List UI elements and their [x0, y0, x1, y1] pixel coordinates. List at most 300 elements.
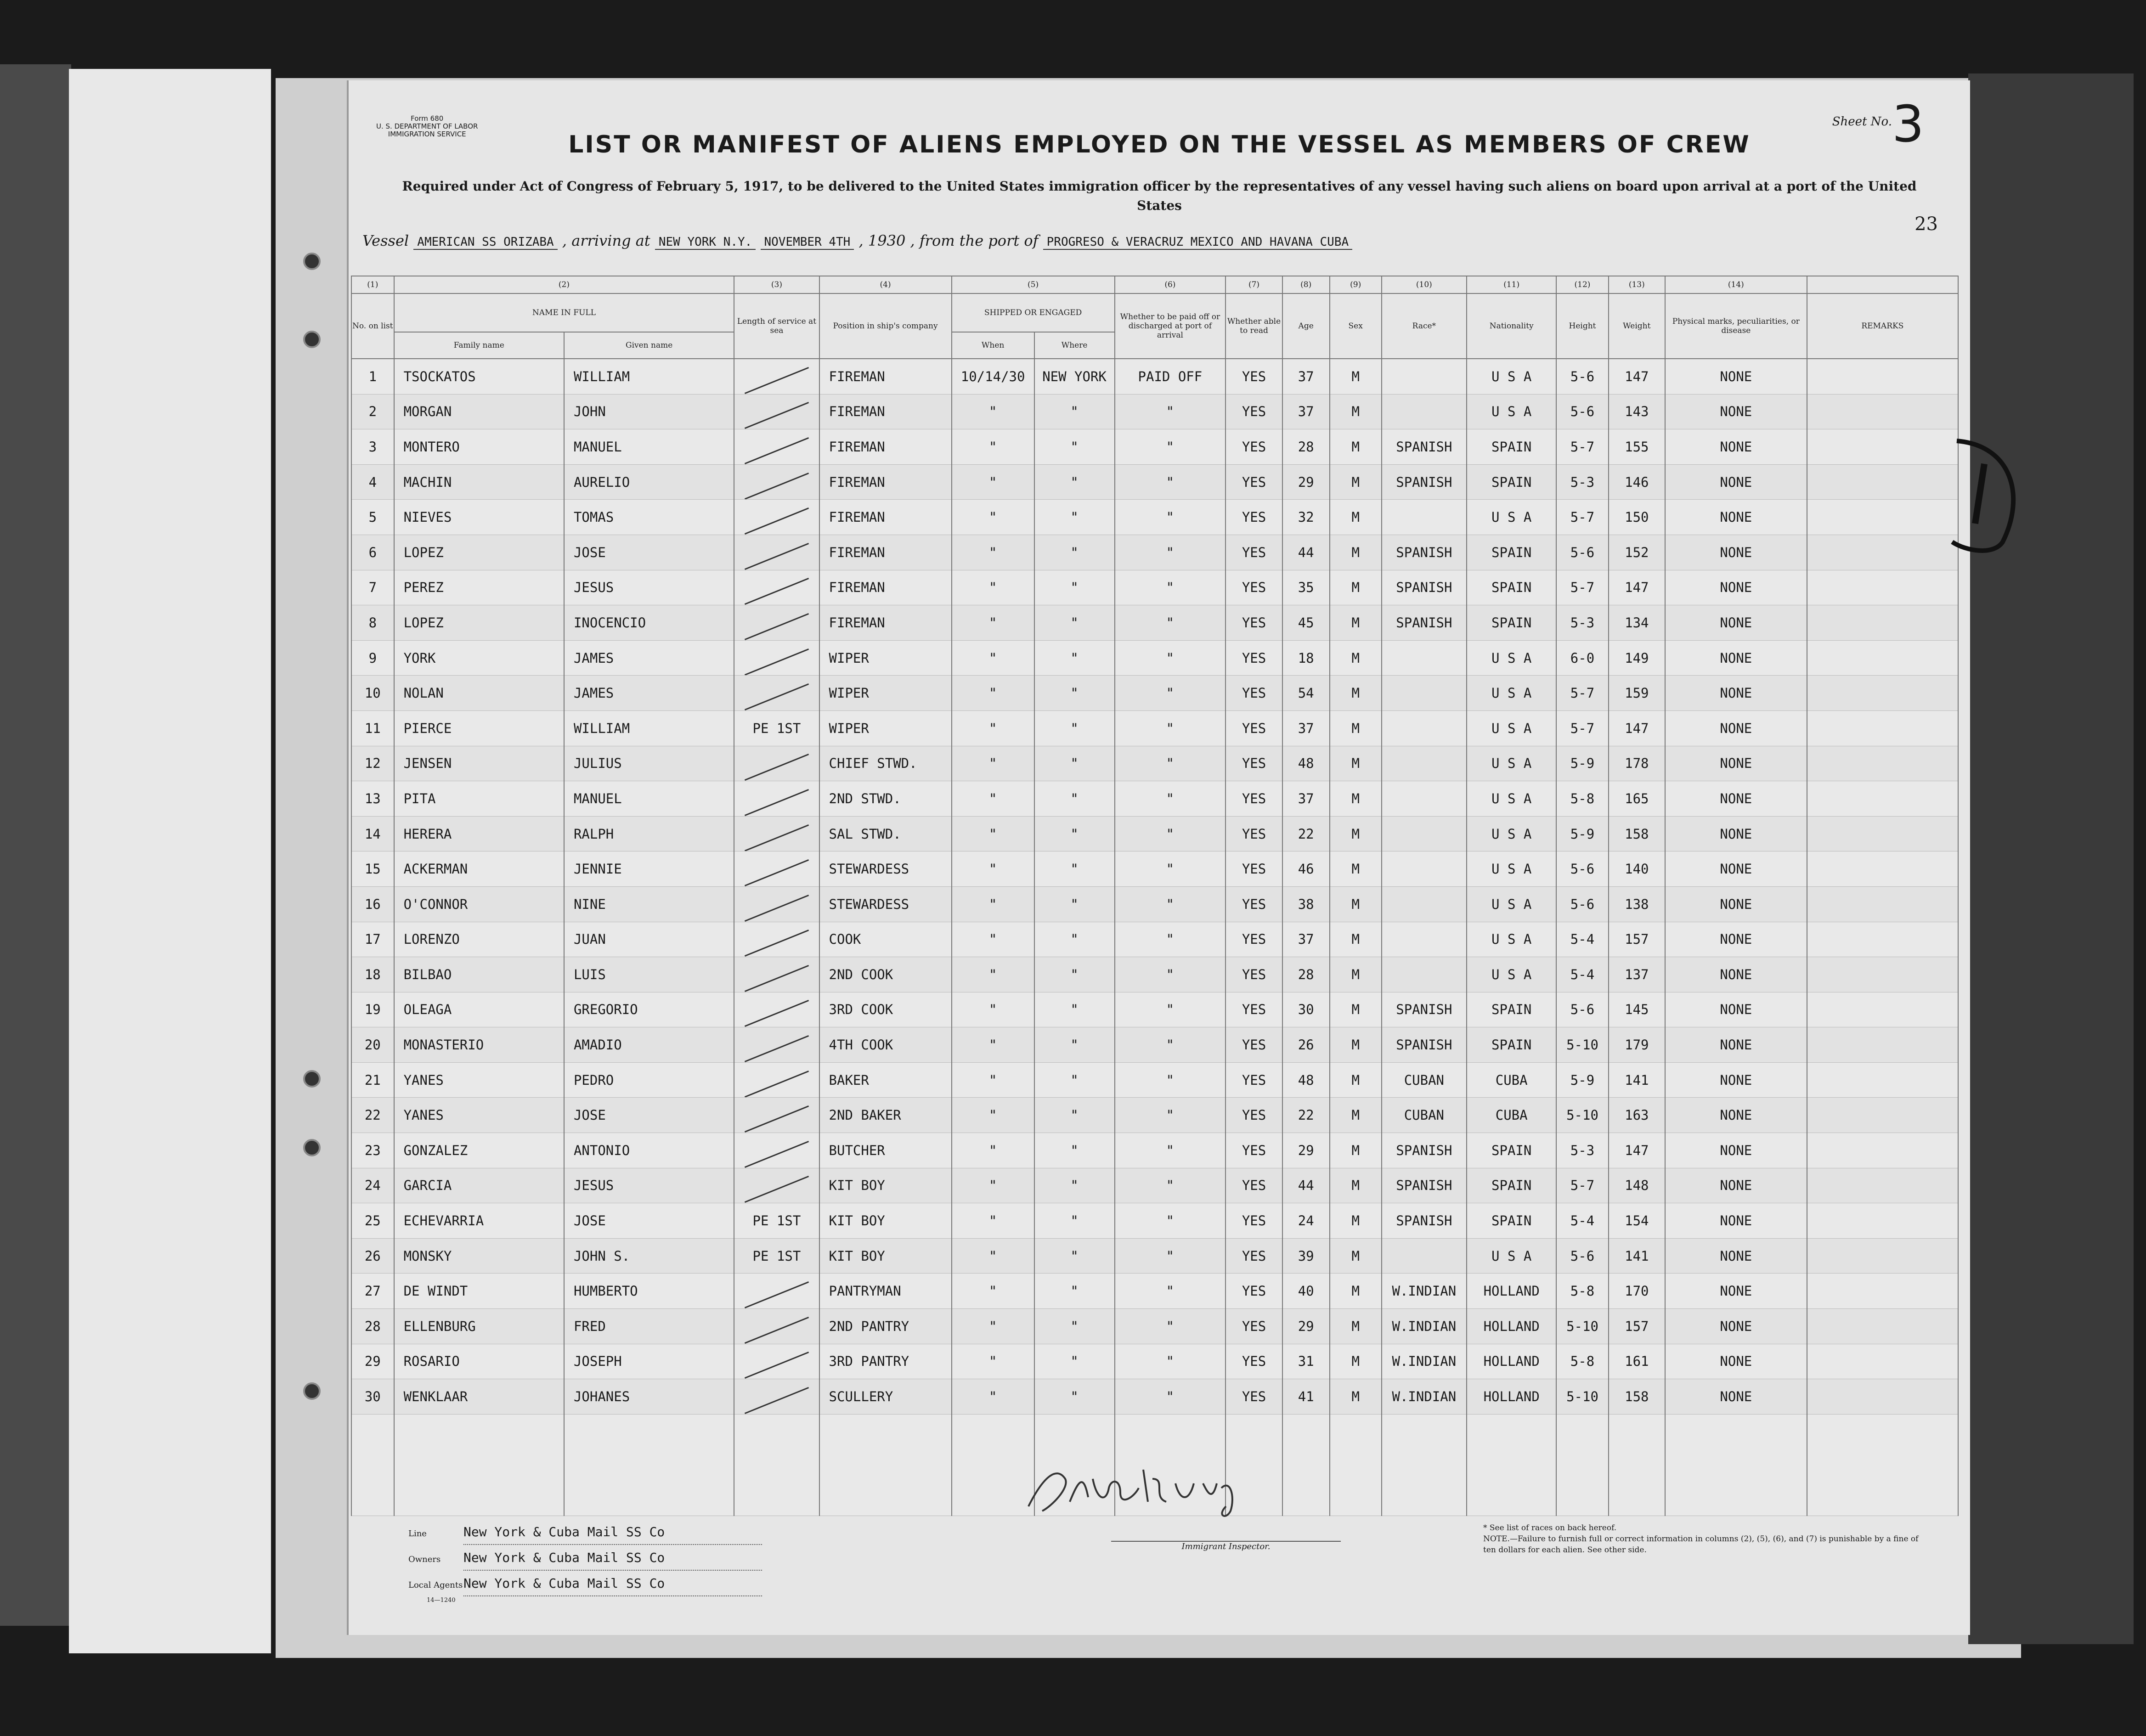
col-num: (7) [1225, 276, 1282, 293]
race-cell [1382, 359, 1467, 394]
weight-cell: 150 [1609, 500, 1665, 535]
blank-cell [394, 1414, 564, 1516]
sheet-number-label: Sheet No. [1832, 115, 1892, 129]
age-cell: 28 [1282, 429, 1330, 465]
sex-cell: M [1330, 851, 1382, 887]
shipped-where-cell: " [1034, 1133, 1115, 1168]
race-cell [1382, 922, 1467, 957]
weight-cell: 146 [1609, 464, 1665, 500]
family-name-cell: MONASTERIO [394, 1027, 564, 1063]
given-name-cell: LUIS [564, 957, 734, 992]
shipped-where-cell: " [1034, 1203, 1115, 1239]
height-cell: 5-8 [1556, 1274, 1608, 1309]
remarks-cell [1807, 1133, 1958, 1168]
check-mark [745, 648, 809, 676]
physical-marks-cell: NONE [1665, 1309, 1807, 1344]
able-to-read-cell: YES [1225, 781, 1282, 817]
shipped-where-cell: " [1034, 992, 1115, 1027]
given-name-cell: AURELIO [564, 464, 734, 500]
age-cell: 54 [1282, 676, 1330, 711]
family-name-cell: TSOCKATOS [394, 359, 564, 394]
sex-cell: M [1330, 1203, 1382, 1239]
paid-off-cell: " [1115, 1274, 1226, 1309]
weight-cell: 157 [1609, 922, 1665, 957]
paid-off-cell: " [1115, 1133, 1226, 1168]
family-name-cell: MACHIN [394, 464, 564, 500]
height-cell: 5-9 [1556, 746, 1608, 781]
shipped-when-cell: " [952, 781, 1034, 817]
position-cell: BAKER [819, 1062, 952, 1098]
length-of-service-cell [734, 922, 819, 957]
row-number-cell: 17 [351, 922, 394, 957]
race-cell: SPANISH [1382, 535, 1467, 570]
nationality-cell: U S A [1467, 746, 1556, 781]
remarks-cell [1807, 922, 1958, 957]
sex-cell: M [1330, 1344, 1382, 1379]
given-name-cell: JOHN S. [564, 1238, 734, 1274]
paid-off-cell: " [1115, 1027, 1226, 1063]
age-cell: 18 [1282, 640, 1330, 676]
height-cell: 5-7 [1556, 500, 1608, 535]
header-weight: Weight [1609, 293, 1665, 359]
weight-cell: 141 [1609, 1238, 1665, 1274]
weight-cell: 149 [1609, 640, 1665, 676]
service-name: IMMIGRATION SERVICE [388, 130, 466, 138]
position-cell: SCULLERY [819, 1379, 952, 1415]
given-name-cell: INOCENCIO [564, 605, 734, 641]
shipped-when-cell: " [952, 676, 1034, 711]
nationality-cell: CUBA [1467, 1062, 1556, 1098]
paid-off-cell: " [1115, 464, 1226, 500]
table-row [351, 1203, 1958, 1239]
age-cell: 41 [1282, 1379, 1330, 1415]
owners-value: New York & Cuba Mail SS Co [463, 1546, 762, 1571]
sex-cell: M [1330, 1274, 1382, 1309]
age-cell: 30 [1282, 992, 1330, 1027]
family-name-cell: MORGAN [394, 394, 564, 429]
remarks-cell [1807, 570, 1958, 605]
given-name-cell: JUAN [564, 922, 734, 957]
weight-cell: 157 [1609, 1309, 1665, 1344]
weight-cell: 134 [1609, 605, 1665, 641]
race-cell [1382, 640, 1467, 676]
row-number-cell: 4 [351, 464, 394, 500]
line-label: Line [408, 1529, 427, 1539]
height-cell: 5-9 [1556, 1062, 1608, 1098]
margin-pencil-mark [1948, 432, 2030, 560]
sex-cell: M [1330, 710, 1382, 746]
physical-marks-cell: NONE [1665, 1133, 1807, 1168]
remarks-cell [1807, 535, 1958, 570]
table-row [351, 500, 1958, 535]
line-value: New York & Cuba Mail SS Co [463, 1520, 762, 1545]
row-number-cell: 29 [351, 1344, 394, 1379]
sex-cell: M [1330, 535, 1382, 570]
header-no-on-list: No. on list [351, 293, 394, 359]
race-cell: SPANISH [1382, 1203, 1467, 1239]
row-number-cell: 19 [351, 992, 394, 1027]
nationality-cell: U S A [1467, 922, 1556, 957]
sex-cell: M [1330, 605, 1382, 641]
shipped-when-cell: " [952, 1309, 1034, 1344]
length-of-service-cell [734, 1344, 819, 1379]
given-name-cell: JOSE [564, 1098, 734, 1133]
family-name-cell: JENSEN [394, 746, 564, 781]
family-name-cell: NOLAN [394, 676, 564, 711]
weight-cell: 145 [1609, 992, 1665, 1027]
age-cell: 28 [1282, 957, 1330, 992]
weight-cell: 141 [1609, 1062, 1665, 1098]
position-cell: WIPER [819, 640, 952, 676]
family-name-cell: LOPEZ [394, 535, 564, 570]
remarks-cell [1807, 1027, 1958, 1063]
shipped-when-cell: " [952, 429, 1034, 465]
length-of-service-cell [734, 1274, 819, 1309]
given-name-cell: JESUS [564, 570, 734, 605]
blank-cell [734, 1414, 819, 1516]
length-of-service-cell [734, 886, 819, 922]
sex-cell: M [1330, 1309, 1382, 1344]
col-num: (8) [1282, 276, 1330, 293]
physical-marks-cell: NONE [1665, 394, 1807, 429]
row-number-cell: 18 [351, 957, 394, 992]
agents-value: New York & Cuba Mail SS Co [463, 1572, 762, 1596]
table-row [351, 535, 1958, 570]
height-cell: 5-3 [1556, 605, 1608, 641]
header-sex: Sex [1330, 293, 1382, 359]
height-cell: 5-7 [1556, 570, 1608, 605]
departure-port: PROGRESO & VERACRUZ MEXICO AND HAVANA CUBA [1043, 235, 1352, 250]
check-mark [745, 507, 809, 535]
age-cell: 29 [1282, 1309, 1330, 1344]
table-row [351, 676, 1958, 711]
able-to-read-cell: YES [1225, 640, 1282, 676]
length-of-service-cell [734, 570, 819, 605]
given-name-cell: RALPH [564, 816, 734, 851]
length-of-service-cell [734, 394, 819, 429]
race-cell [1382, 781, 1467, 817]
race-cell [1382, 851, 1467, 887]
paid-off-cell: " [1115, 640, 1226, 676]
sex-cell: M [1330, 1238, 1382, 1274]
shipped-when-cell: " [952, 746, 1034, 781]
paid-off-cell: " [1115, 1098, 1226, 1133]
shipped-when-cell: " [952, 1133, 1034, 1168]
remarks-cell [1807, 781, 1958, 817]
given-name-cell: AMADIO [564, 1027, 734, 1063]
weight-cell: 140 [1609, 851, 1665, 887]
blank-cell [351, 1414, 394, 1516]
paid-off-cell: " [1115, 1062, 1226, 1098]
able-to-read-cell: YES [1225, 464, 1282, 500]
weight-cell: 155 [1609, 429, 1665, 465]
paid-off-cell: " [1115, 1379, 1226, 1415]
age-cell: 29 [1282, 1133, 1330, 1168]
length-of-service-cell [734, 992, 819, 1027]
sex-cell: M [1330, 1379, 1382, 1415]
check-mark [745, 1035, 809, 1062]
remarks-cell [1807, 1168, 1958, 1203]
position-cell: KIT BOY [819, 1203, 952, 1239]
remarks-cell [1807, 605, 1958, 641]
length-of-service-cell [734, 605, 819, 641]
shipped-when-cell: " [952, 1027, 1034, 1063]
paid-off-cell: " [1115, 781, 1226, 817]
paid-off-cell: " [1115, 1238, 1226, 1274]
able-to-read-cell: YES [1225, 957, 1282, 992]
family-name-cell: ROSARIO [394, 1344, 564, 1379]
weight-cell: 152 [1609, 535, 1665, 570]
position-cell: FIREMAN [819, 464, 952, 500]
header-nationality: Nationality [1467, 293, 1556, 359]
height-cell: 5-8 [1556, 781, 1608, 817]
able-to-read-cell: YES [1225, 746, 1282, 781]
shipped-where-cell: " [1034, 1238, 1115, 1274]
physical-marks-cell: NONE [1665, 605, 1807, 641]
family-name-cell: OLEAGA [394, 992, 564, 1027]
able-to-read-cell: YES [1225, 1027, 1282, 1063]
table-row [351, 1027, 1958, 1063]
paid-off-cell: " [1115, 1309, 1226, 1344]
nationality-cell: U S A [1467, 676, 1556, 711]
able-to-read-cell: YES [1225, 922, 1282, 957]
length-of-service-cell [734, 1027, 819, 1063]
nationality-cell: SPAIN [1467, 464, 1556, 500]
header-length-of-service: Length of service at sea [734, 293, 819, 359]
race-cell: SPANISH [1382, 429, 1467, 465]
sex-cell: M [1330, 746, 1382, 781]
paid-off-cell: " [1115, 394, 1226, 429]
row-number-cell: 16 [351, 886, 394, 922]
remarks-cell [1807, 394, 1958, 429]
remarks-cell [1807, 1098, 1958, 1133]
given-name-cell: JOSEPH [564, 1344, 734, 1379]
height-cell: 5-7 [1556, 676, 1608, 711]
length-of-service-cell [734, 1133, 819, 1168]
age-cell: 22 [1282, 1098, 1330, 1133]
year-prefix: , 19 [858, 232, 887, 249]
nationality-cell: SPAIN [1467, 605, 1556, 641]
table-row [351, 710, 1958, 746]
table-row [351, 922, 1958, 957]
row-number-cell: 9 [351, 640, 394, 676]
vessel-line [362, 232, 1943, 249]
height-cell: 5-3 [1556, 464, 1608, 500]
paid-off-cell: " [1115, 500, 1226, 535]
remarks-cell [1807, 1203, 1958, 1239]
weight-cell: 170 [1609, 1274, 1665, 1309]
family-name-cell: ELLENBURG [394, 1309, 564, 1344]
remarks-cell [1807, 640, 1958, 676]
sex-cell: M [1330, 816, 1382, 851]
shipped-where-cell: " [1034, 535, 1115, 570]
position-cell: BUTCHER [819, 1133, 952, 1168]
sex-cell: M [1330, 1168, 1382, 1203]
shipped-where-cell: " [1034, 676, 1115, 711]
age-cell: 31 [1282, 1344, 1330, 1379]
nationality-cell: SPAIN [1467, 570, 1556, 605]
age-cell: 48 [1282, 746, 1330, 781]
check-mark [745, 789, 809, 816]
table-row [351, 1309, 1958, 1344]
able-to-read-cell: YES [1225, 851, 1282, 887]
given-name-cell: JAMES [564, 640, 734, 676]
table-row [351, 359, 1958, 394]
given-name-cell: NINE [564, 886, 734, 922]
able-to-read-cell: YES [1225, 710, 1282, 746]
able-to-read-cell: YES [1225, 992, 1282, 1027]
position-cell: CHIEF STWD. [819, 746, 952, 781]
weight-cell: 148 [1609, 1168, 1665, 1203]
paid-off-cell: " [1115, 535, 1226, 570]
position-cell: 4TH COOK [819, 1027, 952, 1063]
physical-marks-cell: NONE [1665, 957, 1807, 992]
nationality-cell: U S A [1467, 394, 1556, 429]
nationality-cell: SPAIN [1467, 992, 1556, 1027]
height-cell: 5-7 [1556, 429, 1608, 465]
shipped-where-cell: " [1034, 710, 1115, 746]
shipped-where-cell: " [1034, 1168, 1115, 1203]
shipped-when-cell: " [952, 1379, 1034, 1415]
sex-cell: M [1330, 992, 1382, 1027]
check-mark [745, 1000, 809, 1027]
year-suffix: 30 [887, 232, 906, 249]
header-given-name: Given name [564, 332, 734, 359]
position-cell: KIT BOY [819, 1238, 952, 1274]
shipped-when-cell: " [952, 394, 1034, 429]
shipped-when-cell: " [952, 605, 1034, 641]
paid-off-cell: " [1115, 1203, 1226, 1239]
check-mark [745, 473, 809, 500]
family-name-cell: ECHEVARRIA [394, 1203, 564, 1239]
shipped-when-cell: " [952, 1168, 1034, 1203]
physical-marks-cell: NONE [1665, 500, 1807, 535]
paid-off-cell: " [1115, 429, 1226, 465]
col-num: (5) [952, 276, 1115, 293]
shipped-when-cell: " [952, 710, 1034, 746]
row-number-cell: 3 [351, 429, 394, 465]
race-cell [1382, 394, 1467, 429]
sex-cell: M [1330, 1062, 1382, 1098]
position-cell: 2ND PANTRY [819, 1309, 952, 1344]
position-cell: 2ND BAKER [819, 1098, 952, 1133]
col-num: (11) [1467, 276, 1556, 293]
able-to-read-cell: YES [1225, 1062, 1282, 1098]
given-name-cell: MANUEL [564, 429, 734, 465]
shipped-where-cell: " [1034, 429, 1115, 465]
shipped-where-cell: " [1034, 922, 1115, 957]
nationality-cell: SPAIN [1467, 1027, 1556, 1063]
position-cell: FIREMAN [819, 359, 952, 394]
check-mark [745, 824, 809, 851]
check-mark [745, 683, 809, 710]
header-age: Age [1282, 293, 1330, 359]
table-row [351, 1379, 1958, 1415]
col-num: (6) [1115, 276, 1226, 293]
owners-field [408, 1546, 762, 1572]
age-cell: 40 [1282, 1274, 1330, 1309]
shipped-when-cell: 10/14/30 [952, 359, 1034, 394]
check-mark [745, 1387, 809, 1414]
check-mark [745, 1281, 809, 1308]
paid-off-cell: " [1115, 886, 1226, 922]
race-cell: SPANISH [1382, 464, 1467, 500]
given-name-cell: JAMES [564, 676, 734, 711]
physical-marks-cell: NONE [1665, 1379, 1807, 1415]
check-mark [745, 859, 809, 886]
able-to-read-cell: YES [1225, 1168, 1282, 1203]
check-mark [745, 930, 809, 957]
length-of-service-cell [734, 1098, 819, 1133]
row-number-cell: 23 [351, 1133, 394, 1168]
age-cell: 29 [1282, 464, 1330, 500]
remarks-cell [1807, 746, 1958, 781]
nationality-cell: SPAIN [1467, 429, 1556, 465]
position-cell: FIREMAN [819, 429, 952, 465]
row-number-cell: 15 [351, 851, 394, 887]
sex-cell: M [1330, 1027, 1382, 1063]
race-cell: W.INDIAN [1382, 1309, 1467, 1344]
height-cell: 5-4 [1556, 922, 1608, 957]
physical-marks-cell: NONE [1665, 851, 1807, 887]
weight-cell: 137 [1609, 957, 1665, 992]
remarks-cell [1807, 957, 1958, 992]
race-cell: SPANISH [1382, 570, 1467, 605]
page-number: 23 [1914, 214, 1938, 235]
paid-off-cell: " [1115, 1344, 1226, 1379]
column-header-row [351, 293, 1958, 332]
family-name-cell: GONZALEZ [394, 1133, 564, 1168]
shipped-where-cell: " [1034, 1098, 1115, 1133]
age-cell: 37 [1282, 922, 1330, 957]
blank-cell [1330, 1414, 1382, 1516]
shipped-when-cell: " [952, 1344, 1034, 1379]
punch-hole [303, 1139, 321, 1156]
owners-label: Owners [408, 1555, 441, 1564]
physical-marks-cell: NONE [1665, 359, 1807, 394]
shipped-when-cell: " [952, 570, 1034, 605]
physical-marks-cell: NONE [1665, 922, 1807, 957]
family-name-cell: DE WINDT [394, 1274, 564, 1309]
crew-table [351, 276, 1959, 1516]
height-cell: 5-6 [1556, 394, 1608, 429]
table-row [351, 851, 1958, 887]
table-row [351, 992, 1958, 1027]
sex-cell: M [1330, 1133, 1382, 1168]
weight-cell: 147 [1609, 1133, 1665, 1168]
physical-marks-cell: NONE [1665, 710, 1807, 746]
age-cell: 22 [1282, 816, 1330, 851]
blank-cell [1556, 1414, 1608, 1516]
check-mark [745, 437, 809, 464]
given-name-cell: HUMBERTO [564, 1274, 734, 1309]
shipped-when-cell: " [952, 816, 1034, 851]
table-row [351, 886, 1958, 922]
position-cell: STEWARDESS [819, 851, 952, 887]
table-row [351, 429, 1958, 465]
nationality-cell: U S A [1467, 851, 1556, 887]
length-of-service-cell [734, 816, 819, 851]
physical-marks-cell: NONE [1665, 781, 1807, 817]
row-number-cell: 8 [351, 605, 394, 641]
sex-cell: M [1330, 886, 1382, 922]
shipped-where-cell: " [1034, 886, 1115, 922]
table-row [351, 570, 1958, 605]
height-cell: 5-9 [1556, 816, 1608, 851]
race-cell: CUBAN [1382, 1098, 1467, 1133]
shipped-when-cell: " [952, 1203, 1034, 1239]
table-row [351, 781, 1958, 817]
